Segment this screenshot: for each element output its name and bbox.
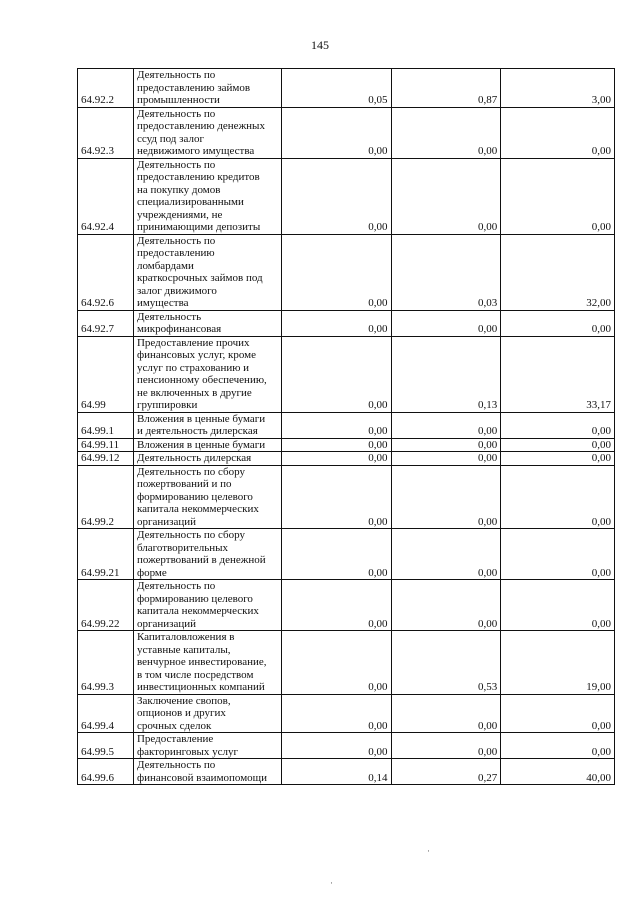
value-cell-3: 19,00 <box>501 631 615 695</box>
activity-name: Предоставление прочих финансовых услуг, кроме услуг по страхованию и пенсионному обеспечению, не включенных в другие группировки <box>136 336 267 411</box>
activity-name: Деятельность по предоставлению денежных ссуд под залог недвижимого имущества <box>136 107 265 157</box>
table-row <box>78 465 615 529</box>
code-cell: 64.92.7 <box>78 310 134 336</box>
value-cell-2: 0,00 <box>391 310 501 336</box>
name-cell <box>133 412 281 438</box>
value-cell-1: 0,00 <box>281 438 391 452</box>
name-cell <box>133 631 281 695</box>
table-row <box>78 631 615 695</box>
name-cell <box>133 759 281 785</box>
value-cell-2: 0,00 <box>391 465 501 529</box>
value-cell-1: 0,00 <box>281 465 391 529</box>
name-cell <box>133 580 281 631</box>
value-cell-2: 0,00 <box>391 438 501 452</box>
value-cell-1: 0,00 <box>281 452 391 466</box>
value-cell-2: 0,87 <box>391 69 501 108</box>
code-cell: 64.99.11 <box>78 438 134 452</box>
value-cell-2: 0,00 <box>391 580 501 631</box>
table-row <box>78 733 615 759</box>
value-cell-1: 0,05 <box>281 69 391 108</box>
value-cell-1: 0,00 <box>281 310 391 336</box>
code-cell: 64.92.4 <box>78 158 134 234</box>
table-row <box>78 336 615 412</box>
table-row <box>78 69 615 108</box>
value-cell-3: 0,00 <box>501 580 615 631</box>
code-cell: 64.99.3 <box>78 631 134 695</box>
table-body <box>78 69 615 785</box>
activity-name: Деятельность по сбору пожертвований и по формированию целевого капитала некоммерческих организаций <box>136 465 259 528</box>
value-cell-2: 0,00 <box>391 412 501 438</box>
value-cell-3: 0,00 <box>501 465 615 529</box>
value-cell-1: 0,00 <box>281 107 391 158</box>
value-cell-1: 0,00 <box>281 412 391 438</box>
value-cell-2: 0,27 <box>391 759 501 785</box>
value-cell-2: 0,00 <box>391 452 501 466</box>
activity-name: Деятельность микрофинансовая <box>136 310 222 335</box>
table-row <box>78 234 615 310</box>
name-cell <box>133 733 281 759</box>
table-row <box>78 107 615 158</box>
page-number: 145 <box>311 38 329 52</box>
value-cell-2: 0,03 <box>391 234 501 310</box>
value-cell-3: 0,00 <box>501 438 615 452</box>
name-cell <box>133 158 281 234</box>
value-cell-3: 32,00 <box>501 234 615 310</box>
table-row <box>78 694 615 733</box>
value-cell-3: 0,00 <box>501 158 615 234</box>
name-cell <box>133 438 281 452</box>
value-cell-2: 0,00 <box>391 529 501 580</box>
value-cell-3: 33,17 <box>501 336 615 412</box>
activity-name: Деятельность по предоставлению кредитов на покупку домов специализированными учреждениями, не принимающими депозиты <box>136 158 261 233</box>
code-cell: 64.99.6 <box>78 759 134 785</box>
activity-name: Капиталовложения в уставные капиталы, венчурное инвестирование, в том числе посредством инвестиционных компаний <box>136 631 267 693</box>
name-cell <box>133 529 281 580</box>
table-row <box>78 158 615 234</box>
activity-name: Деятельность по предоставлению займов промышленности <box>136 69 251 106</box>
activity-name: Предоставление факторинговых услуг <box>136 733 239 758</box>
value-cell-2: 0,00 <box>391 694 501 733</box>
value-cell-1: 0,14 <box>281 759 391 785</box>
table-row <box>78 529 615 580</box>
name-cell <box>133 107 281 158</box>
value-cell-3: 0,00 <box>501 107 615 158</box>
table-row <box>78 759 615 785</box>
name-cell <box>133 465 281 529</box>
value-cell-3: 0,00 <box>501 452 615 466</box>
value-cell-1: 0,00 <box>281 234 391 310</box>
name-cell <box>133 69 281 108</box>
code-cell: 64.99.2 <box>78 465 134 529</box>
value-cell-2: 0,53 <box>391 631 501 695</box>
code-cell: 64.92.6 <box>78 234 134 310</box>
activity-name: Вложения в ценные бумаги и деятельность дилерская <box>136 412 266 437</box>
value-cell-1: 0,00 <box>281 694 391 733</box>
activity-name: Деятельность по предоставлению ломбардами краткосрочных займов под залог движимого имущества <box>136 234 263 309</box>
code-cell: 64.99.22 <box>78 580 134 631</box>
value-cell-1: 0,00 <box>281 733 391 759</box>
activity-name: Деятельность по формированию целевого капитала некоммерческих организаций <box>136 580 259 630</box>
code-cell: 64.92.3 <box>78 107 134 158</box>
name-cell <box>133 452 281 466</box>
value-cell-1: 0,00 <box>281 631 391 695</box>
value-cell-3: 0,00 <box>501 310 615 336</box>
code-cell: 64.99.5 <box>78 733 134 759</box>
code-cell: 64.99 <box>78 336 134 412</box>
table-row <box>78 438 615 452</box>
value-cell-2: 0,00 <box>391 733 501 759</box>
code-cell: 64.99.1 <box>78 412 134 438</box>
name-cell <box>133 336 281 412</box>
name-cell <box>133 694 281 733</box>
value-cell-1: 0,00 <box>281 580 391 631</box>
activity-name: Деятельность дилерская <box>136 452 252 464</box>
activity-table <box>77 68 615 785</box>
value-cell-3: 40,00 <box>501 759 615 785</box>
value-cell-2: 0,00 <box>391 107 501 158</box>
scan-dot: · <box>427 846 430 856</box>
code-cell: 64.99.4 <box>78 694 134 733</box>
value-cell-1: 0,00 <box>281 158 391 234</box>
table-row <box>78 412 615 438</box>
value-cell-3: 0,00 <box>501 529 615 580</box>
code-cell: 64.92.2 <box>78 69 134 108</box>
code-cell: 64.99.12 <box>78 452 134 466</box>
value-cell-3: 0,00 <box>501 694 615 733</box>
value-cell-3: 3,00 <box>501 69 615 108</box>
name-cell <box>133 234 281 310</box>
value-cell-3: 0,00 <box>501 733 615 759</box>
activity-name: Вложения в ценные бумаги <box>136 438 266 451</box>
activity-name: Заключение свопов, опционов и других срочных сделок <box>136 694 231 732</box>
name-cell <box>133 310 281 336</box>
table-row <box>78 452 615 466</box>
table-row <box>78 580 615 631</box>
activity-name: Деятельность по финансовой взаимопомощи <box>136 759 268 784</box>
value-cell-1: 0,00 <box>281 336 391 412</box>
value-cell-2: 0,00 <box>391 158 501 234</box>
value-cell-1: 0,00 <box>281 529 391 580</box>
value-cell-2: 0,13 <box>391 336 501 412</box>
value-cell-3: 0,00 <box>501 412 615 438</box>
code-cell: 64.99.21 <box>78 529 134 580</box>
scan-dot: · <box>330 878 333 888</box>
table-row <box>78 310 615 336</box>
activity-name: Деятельность по сбору благотворительных пожертвований в денежной форме <box>136 529 266 579</box>
